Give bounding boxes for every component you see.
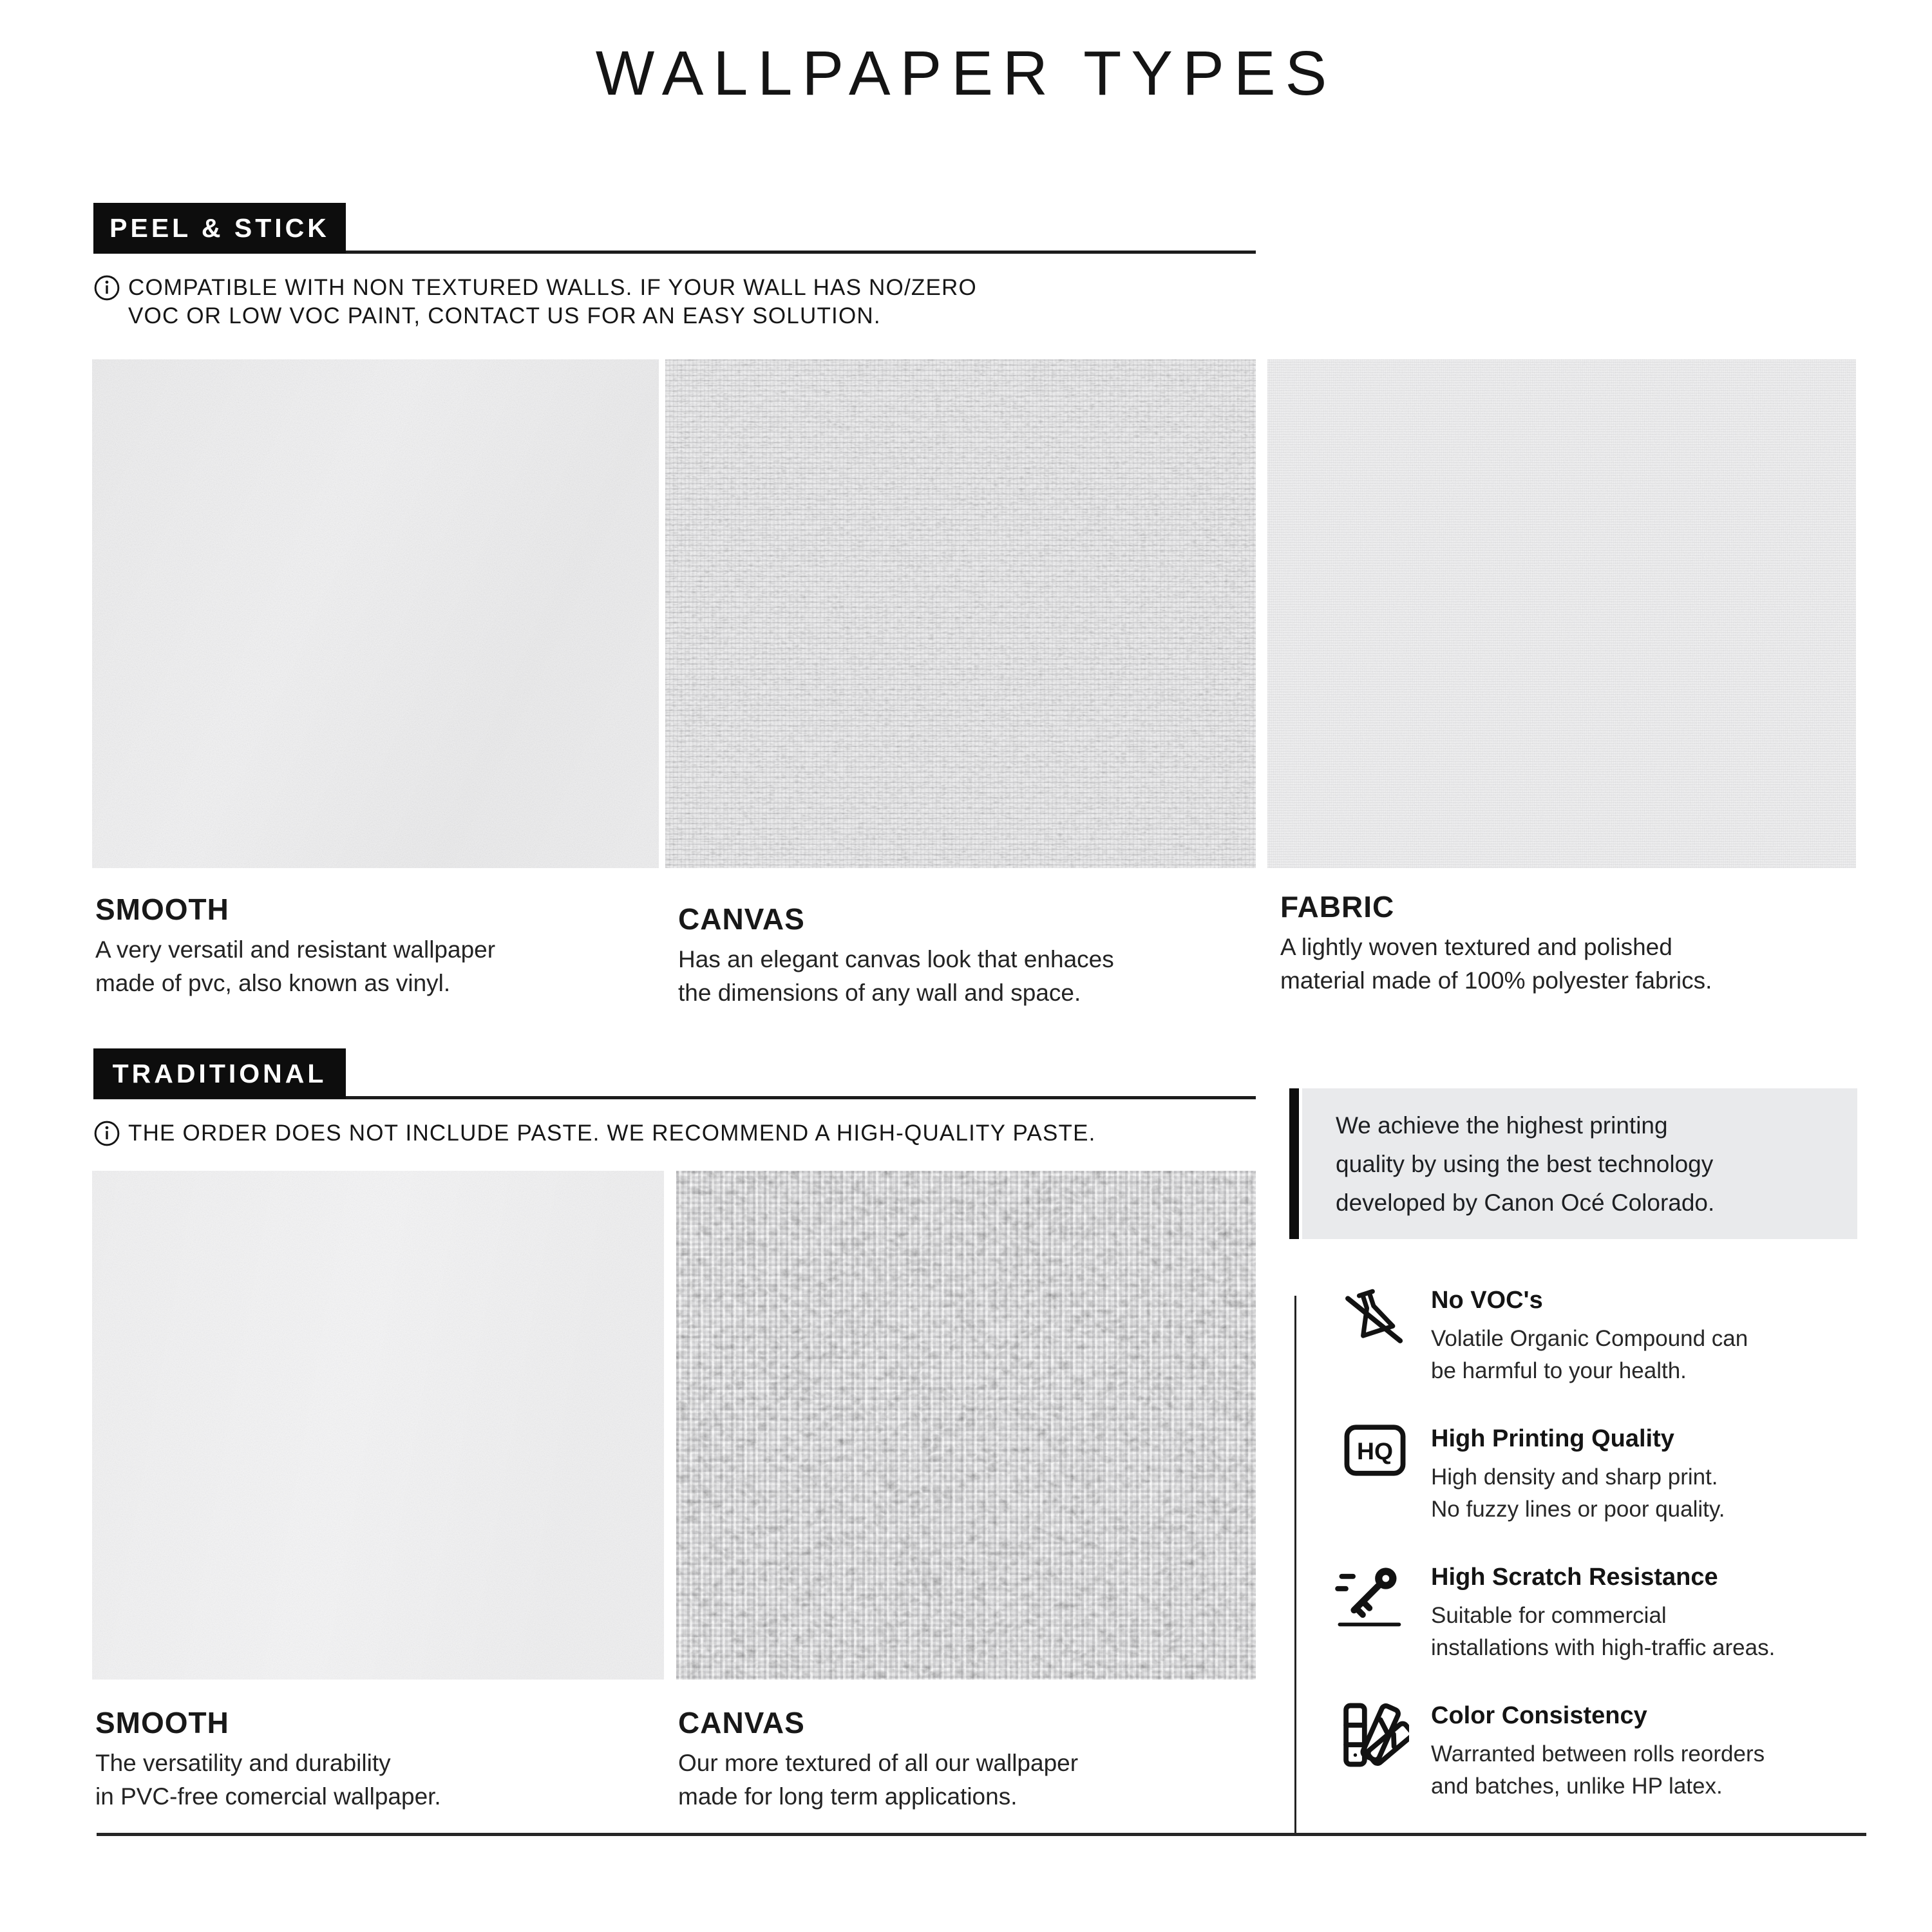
hq-icon-label: HQ	[1357, 1437, 1393, 1464]
desc-line: The versatility and durability	[95, 1750, 391, 1776]
desc-line: Has an elegant canvas look that enhaces	[678, 946, 1114, 972]
desc-line: material made of 100% polyester fabrics.	[1280, 967, 1712, 994]
feature-description	[1431, 1323, 1748, 1387]
desc-line: No fuzzy lines or poor quality.	[1431, 1497, 1725, 1522]
swatch-peel-fabric-texture	[1267, 359, 1856, 868]
note-line: VOC OR LOW VOC PAINT, CONTACT US FOR AN EASY SOLUTION.	[128, 303, 881, 328]
info-icon	[93, 1120, 120, 1147]
swatch-traditional-smooth-texture	[92, 1171, 664, 1680]
desc-line: Our more textured of all our wallpaper	[678, 1750, 1079, 1776]
feature-title: No VOC's	[1431, 1287, 1543, 1314]
hq-badge-icon	[1343, 1423, 1407, 1477]
swatch-description	[678, 943, 1114, 1010]
desc-line: installations with high-traffic areas.	[1431, 1635, 1776, 1660]
feature-title: Color Consistency	[1431, 1702, 1647, 1729]
bottom-rule	[97, 1833, 1866, 1836]
note-line: THE ORDER DOES NOT INCLUDE PASTE. WE RECOMMEND A HIGH-QUALITY PASTE.	[128, 1121, 1096, 1146]
swatch-label: FABRIC	[1280, 890, 1395, 923]
desc-line: the dimensions of any wall and space.	[678, 980, 1081, 1006]
swatch-description	[95, 933, 495, 1000]
no-voc-flask-icon	[1341, 1285, 1405, 1350]
desc-line: made for long term applications.	[678, 1783, 1018, 1810]
feature-description	[1431, 1461, 1725, 1526]
quality-line: developed by Canon Océ Colorado.	[1336, 1189, 1715, 1216]
desc-line: High density and sharp print.	[1431, 1464, 1718, 1490]
peel-stick-note-text	[128, 274, 977, 330]
page-title: WALLPAPER TYPES	[595, 38, 1337, 108]
desc-line: Suitable for commercial	[1431, 1603, 1667, 1628]
color-swatches-icon	[1340, 1700, 1409, 1770]
peel-stick-badge: PEEL & STICK	[93, 203, 346, 253]
desc-line: made of pvc, also known as vinyl.	[95, 970, 451, 996]
swatch-description	[678, 1747, 1078, 1814]
desc-line: and batches, unlike HP latex.	[1431, 1774, 1723, 1799]
note-line: COMPATIBLE WITH NON TEXTURED WALLS. IF YOUR WALL HAS NO/ZERO	[128, 275, 977, 300]
peel-stick-note	[93, 274, 977, 330]
features-divider-line	[1294, 1296, 1296, 1835]
swatch-peel-smooth-texture	[92, 359, 659, 868]
traditional-note	[93, 1119, 1096, 1148]
feature-description	[1431, 1738, 1765, 1803]
swatch-description	[95, 1747, 441, 1814]
swatch-description	[1280, 931, 1712, 998]
info-icon	[93, 274, 120, 301]
traditional-badge: TRADITIONAL	[93, 1048, 346, 1099]
swatch-label: SMOOTH	[95, 893, 229, 926]
key-scratch-icon	[1334, 1561, 1406, 1631]
swatch-label: CANVAS	[678, 1706, 805, 1739]
desc-line: A very versatil and resistant wallpaper	[95, 936, 496, 963]
quality-line: We achieve the highest printing	[1336, 1112, 1668, 1139]
desc-line: Volatile Organic Compound can	[1431, 1326, 1748, 1351]
quality-box-accent-bar	[1289, 1088, 1299, 1239]
feature-description	[1431, 1600, 1775, 1664]
quality-statement-box	[1302, 1088, 1857, 1239]
quality-line: quality by using the best technology	[1336, 1151, 1714, 1177]
swatch-label: SMOOTH	[95, 1706, 229, 1739]
desc-line: Warranted between rolls reorders	[1431, 1741, 1765, 1766]
swatch-traditional-canvas-texture	[676, 1171, 1256, 1680]
feature-title: High Printing Quality	[1431, 1425, 1674, 1452]
desc-line: be harmful to your health.	[1431, 1358, 1687, 1383]
swatch-label: CANVAS	[678, 902, 805, 936]
desc-line: in PVC-free comercial wallpaper.	[95, 1783, 441, 1810]
desc-line: A lightly woven textured and polished	[1280, 934, 1672, 960]
swatch-peel-canvas-texture	[665, 359, 1256, 868]
feature-title: High Scratch Resistance	[1431, 1564, 1718, 1591]
